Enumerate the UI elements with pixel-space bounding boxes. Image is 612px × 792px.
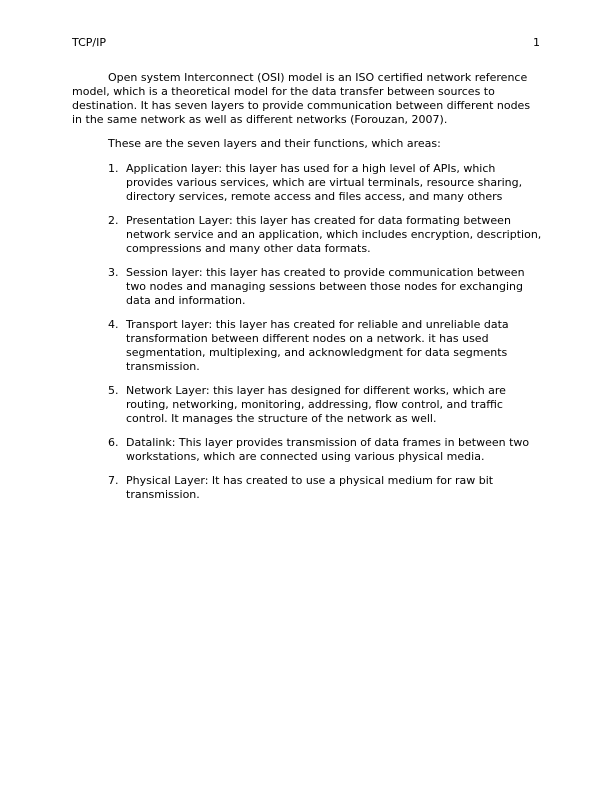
list-item [72, 384, 542, 426]
lead-paragraph: These are the seven layers and their functions, which areas: [108, 137, 441, 150]
list-item [72, 474, 542, 502]
list-item-text: Presentation Layer: this layer has created for data formating between network service and an application, which includes encryption, description, compressions and many other data formats. [126, 214, 542, 255]
list-item [72, 266, 542, 308]
list-item-text: Physical Layer: It has created to use a physical medium for raw bit transmission. [126, 474, 494, 501]
list-item-text: Session layer: this layer has created to provide communication between two nodes and managing sessions between those nodes for exchanging data and information. [126, 266, 525, 307]
list-item-number: 3. [108, 266, 119, 279]
document-body [72, 71, 542, 512]
list-item-text: Transport layer: this layer has created for reliable and unreliable data transformation between different nodes on a network. it has used segmentation, multiplexing, and acknowledgment for data segments transmission. [126, 318, 509, 373]
list-item [72, 436, 542, 464]
list-item-number: 1. [108, 162, 119, 175]
list-item-text: Datalink: This layer provides transmission of data frames in between two workstations, which are connected using various physical media. [126, 436, 530, 463]
osi-layers-list [72, 162, 542, 502]
list-item-number: 4. [108, 318, 119, 331]
page-number: 1 [533, 36, 540, 49]
list-item-number: 2. [108, 214, 119, 227]
running-head: TCP/IP [72, 36, 106, 49]
list-item-text: Application layer: this layer has used for a high level of APIs, which provides various services, which are virtual terminals, resource sharing, directory services, remote access and files access, and many others [126, 162, 523, 203]
list-item-text: Network Layer: this layer has designed for different works, which are routing, networking, monitoring, addressing, flow control, and traffic control. It manages the structure of the network as well. [126, 384, 506, 425]
list-item [72, 318, 542, 374]
intro-paragraph: Open system Interconnect (OSI) model is an ISO certified network reference model, which is a theoretical model for the data transfer between sources to destination. It has seven layers to provide communication between different nodes in the same network as well as different networks (Forouzan, 2007). [72, 71, 531, 126]
list-item-number: 7. [108, 474, 119, 487]
list-item-number: 6. [108, 436, 119, 449]
list-item [72, 214, 542, 256]
list-item [72, 162, 542, 204]
list-item-number: 5. [108, 384, 119, 397]
